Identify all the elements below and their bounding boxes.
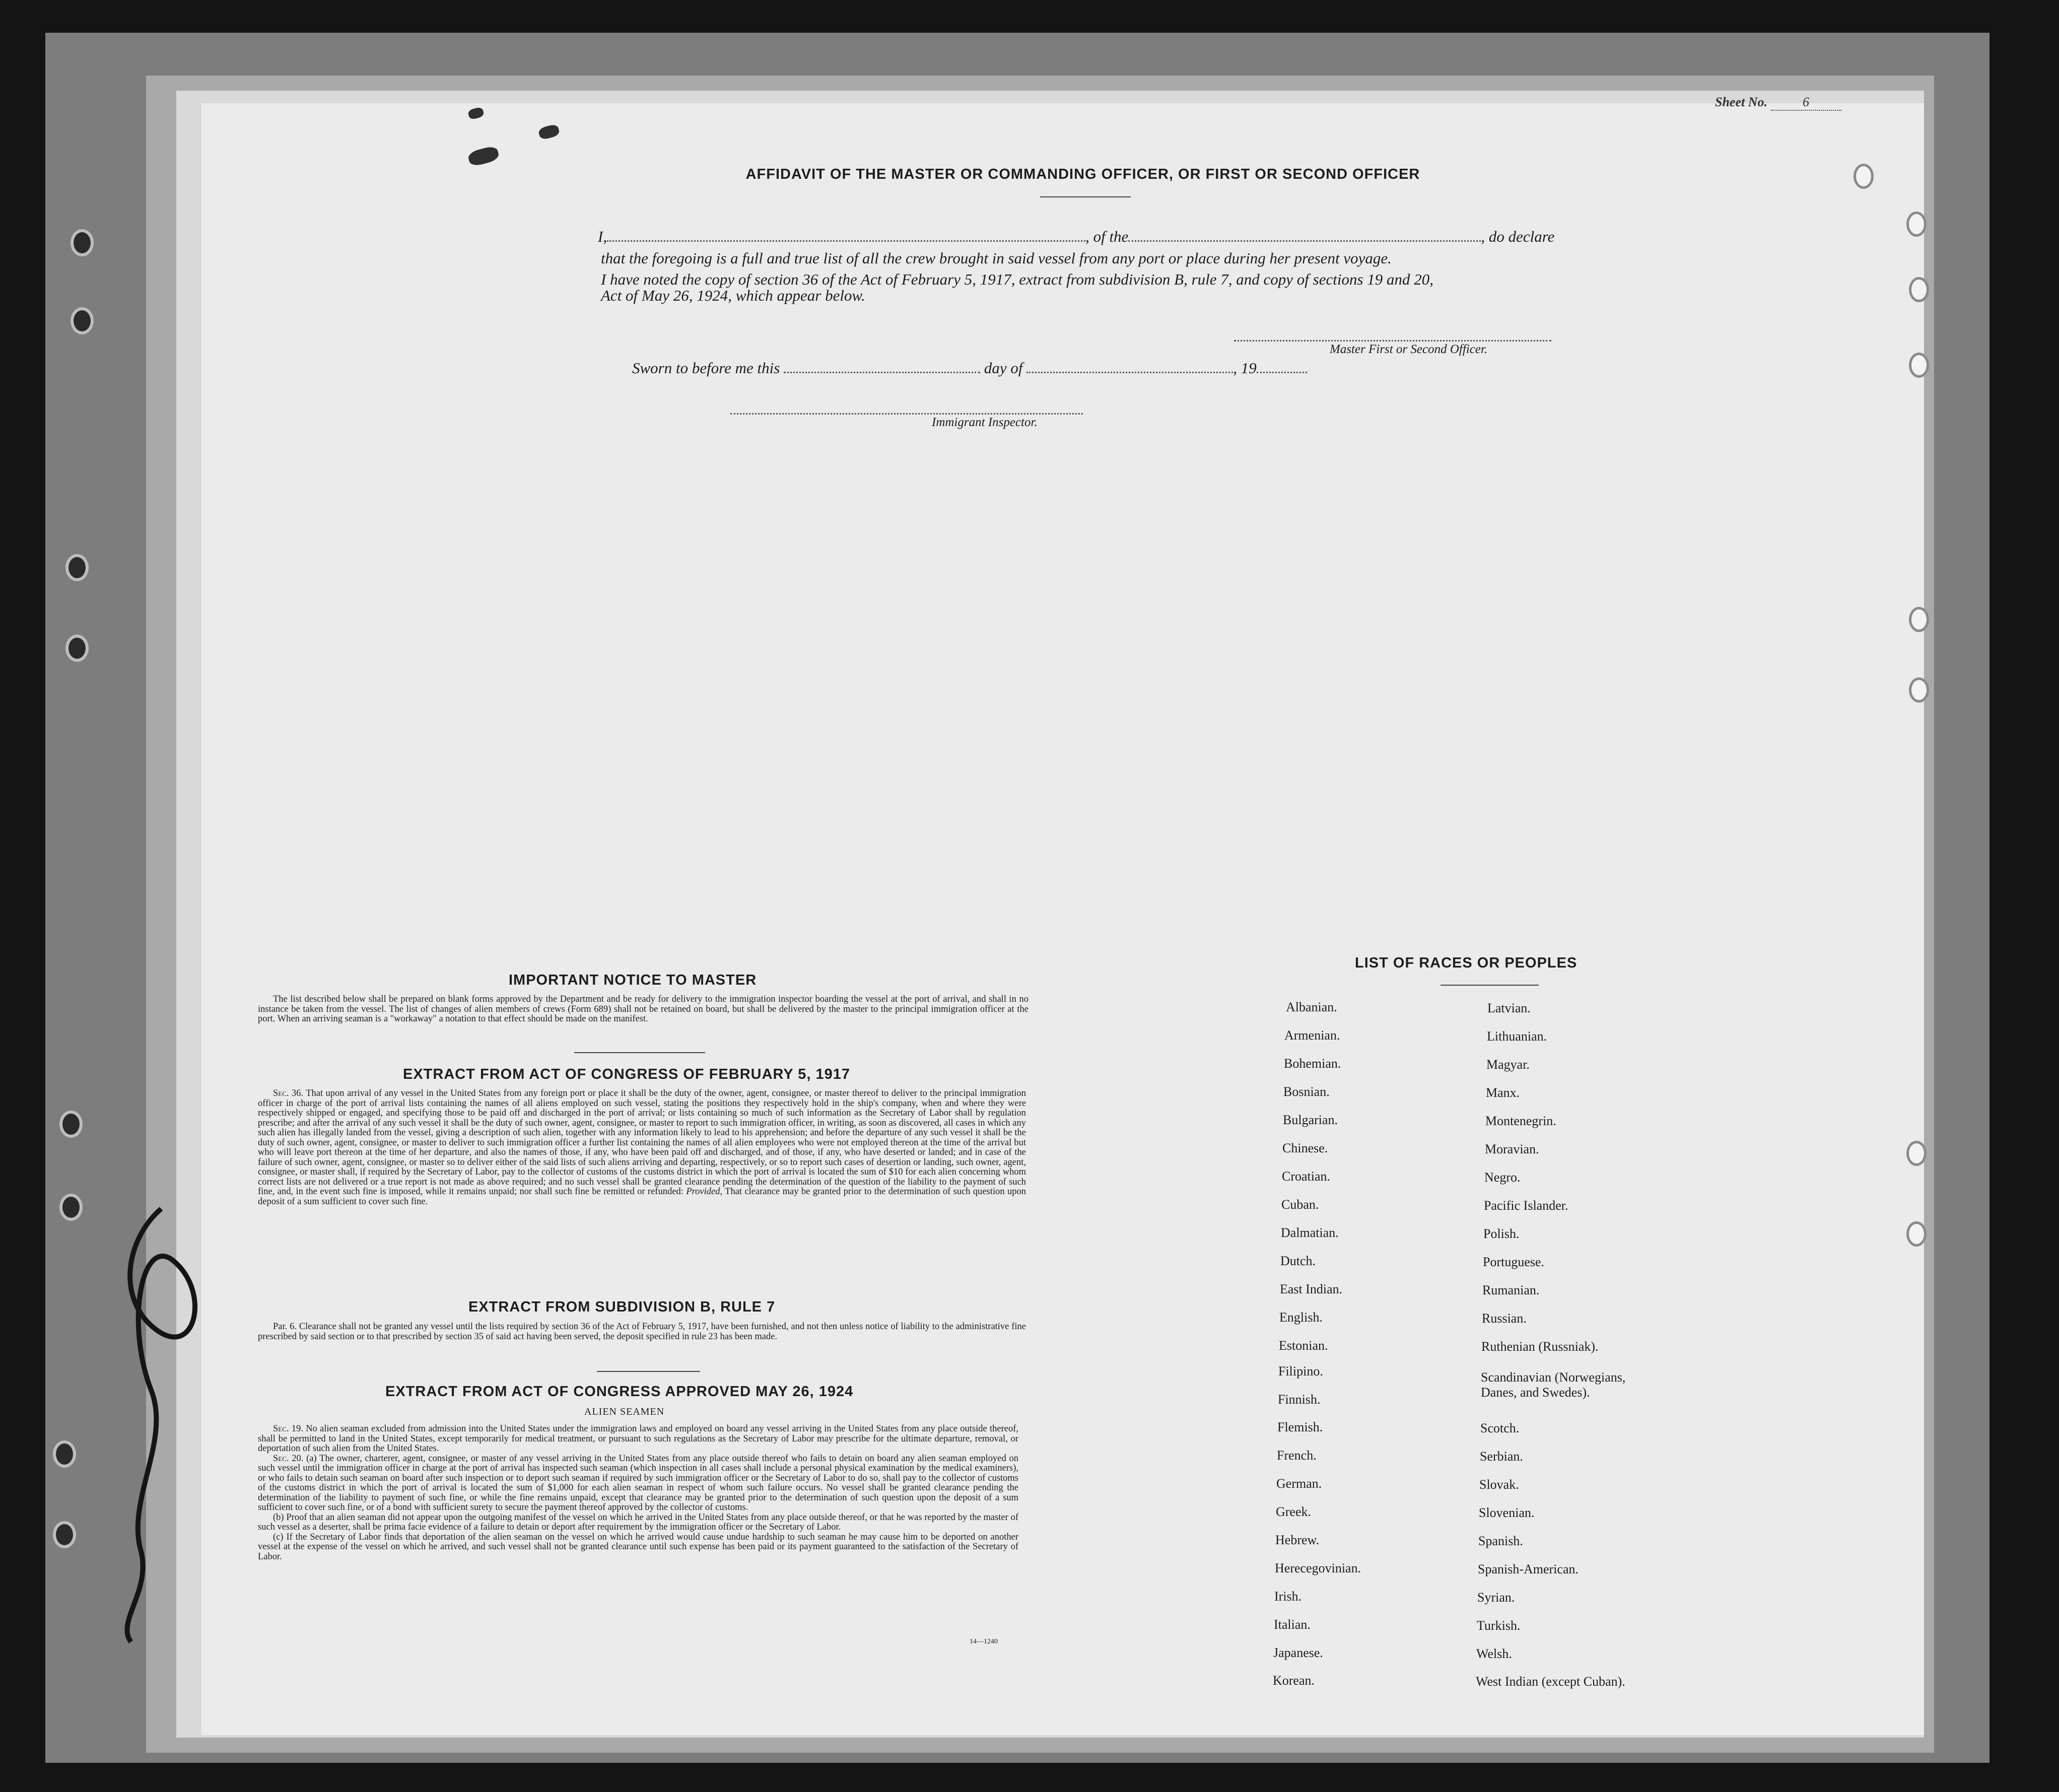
race-item: Japanese. [1273, 1645, 1323, 1660]
sworn-day-of: day of [984, 359, 1023, 377]
race-item: Italian. [1274, 1617, 1311, 1632]
section-20-label: Sec. 20. [273, 1453, 304, 1464]
sheet-hole [1906, 1221, 1927, 1247]
race-item: East Indian. [1280, 1282, 1343, 1296]
declaration-line-4: Act of May 26, 1924, which appear below. [601, 287, 865, 304]
sheet-hole [1909, 677, 1929, 703]
race-item: Bohemian. [1284, 1056, 1341, 1071]
binder-hole [65, 635, 89, 662]
declaration-line-1 [598, 228, 1554, 246]
section-36-tail: That clearance may be granted prior to the determination of such question upon deposit of a sum sufficient to cover such fine. [258, 1187, 1026, 1207]
sheet-number-label: Sheet No. [1715, 95, 1767, 109]
race-item: Rumanian. [1482, 1283, 1540, 1297]
extract-1924-body [258, 1424, 1018, 1562]
declaration-of-the: , of the [1085, 228, 1129, 245]
race-item: Magyar. [1486, 1057, 1530, 1072]
races-title: LIST OF RACES OR PEOPLES [1355, 955, 1577, 971]
section-20c-text: (c) If the Secretary of Labor finds that deportation of the alien seaman on the vessel on which he arrived would cause undue hardship to such seaman he may cause him to be deported on another vessel at the expense of the vessel on which he arrived, and such vessel shall not be granted clearance until such expense has been paid or its payment guaranteed to the satisfaction of the Secretary of Labor. [258, 1532, 1018, 1562]
binder-hole [59, 1111, 83, 1138]
race-item: Lithuanian. [1487, 1029, 1547, 1044]
officer-signature-line[interactable] [1234, 340, 1551, 341]
extract-rule7-body [258, 1322, 1026, 1342]
section-19-text: No alien seaman excluded from admission into the United States under the immigration laws and employed on board any vessel arriving in the United States from any place outside thereof, shall be permitted to land in the United States, except temporarily for medical treatment, or pursuant to such regulations as the Secretary of Labor may prescribe for the ultimate departure, removal, or deportation of such alien from the United States. [258, 1424, 1019, 1454]
race-item: Korean. [1273, 1673, 1315, 1688]
ink-mark [467, 106, 485, 120]
race-item: Flemish. [1277, 1420, 1323, 1434]
section-36-label: Sec. 36. [273, 1088, 304, 1098]
divider [574, 1052, 705, 1053]
binder-hole [59, 1194, 83, 1221]
sheet-hole [1906, 212, 1927, 237]
divider [1440, 985, 1539, 986]
race-item: Estonian. [1279, 1338, 1328, 1353]
race-item: Slovak. [1479, 1477, 1519, 1492]
section-20a-text: (a) The owner, charterer, agent, consignee, or master of any vessel arriving in the United States from any place outside thereof who fails to detain on board any alien seaman employed on such vessel until the immigration officer in charge at the port of arrival has inspected such seaman (which inspection in all cases shall include a personal physical examination by the medical examiners), or who fails to detain such seaman on board after such inspection or to deport such seaman if required by such immigration officer or the Secretary of Labor to do so, shall pay to the collector of customs of the customs district in which the port of arrival is located the sum of $1,000 for each alien seaman in respect of whom such failure occurs. No vessel shall be granted clearance pending the determination of the liability to payment of such fine, or while the fine remains unpaid, except that clearance may be granted prior to the determination of such question upon the deposit of a sum sufficient to cover such fine, or of a bond with sufficient surety to secure the payment thereof approved by the collector of customs. [258, 1453, 1018, 1512]
race-item: Bosnian. [1283, 1084, 1330, 1099]
sheet-hole [1906, 1141, 1927, 1166]
sheet-hole [1909, 607, 1929, 632]
divider [1040, 196, 1131, 197]
race-item: Dalmatian. [1281, 1225, 1339, 1240]
officer-caption: Master First or Second Officer. [1330, 342, 1488, 356]
sworn-text: Sworn to before me this [632, 359, 780, 377]
blank-name-field[interactable] [607, 240, 1085, 242]
binder-hole [53, 1521, 76, 1548]
affidavit-title: AFFIDAVIT OF THE MASTER OR COMMANDING OFFICER, OR FIRST OR SECOND OFFICER [745, 166, 1420, 182]
sheet-hole [1909, 277, 1929, 302]
race-item: Spanish. [1478, 1534, 1523, 1548]
notice-text: The list described below shall be prepared on blank forms approved by the Department and be ready for delivery to the immigration inspector boarding the vessel at the port of arrival, and shall in no instance be taken from the vessel. The list of changes of alien members of crews (Form 689) shall not be retained on board, but shall be delivered by the master to the principal immigration officer at the port. When an arriving seaman is a "workaway" a notation to that effect should be made on the manifest. [258, 994, 1028, 1024]
race-item: German. [1276, 1476, 1322, 1491]
binder-hole [71, 307, 94, 334]
race-item: Croatian. [1282, 1169, 1331, 1184]
race-item: Greek. [1276, 1504, 1312, 1519]
race-item: Turkish. [1477, 1618, 1521, 1633]
race-item: French. [1277, 1448, 1317, 1463]
blank-day-field[interactable] [784, 372, 980, 373]
notice-body [258, 995, 1028, 1024]
binder-hole [53, 1440, 76, 1468]
binder-hole [65, 554, 89, 581]
race-item: Cuban. [1281, 1197, 1319, 1212]
race-item: Polish. [1483, 1226, 1520, 1241]
race-item: Manx. [1486, 1085, 1520, 1100]
notice-title: IMPORTANT NOTICE TO MASTER [509, 972, 757, 988]
race-item: Chinese. [1282, 1141, 1328, 1155]
extract-1924-title: EXTRACT FROM ACT OF CONGRESS APPROVED MAY 26, 1924 [385, 1384, 854, 1400]
sworn-year: , 19 [1233, 359, 1257, 377]
ink-mark [538, 123, 561, 141]
sheet-hole [1909, 353, 1929, 378]
divider [597, 1371, 700, 1372]
race-item: Welsh. [1476, 1646, 1512, 1661]
blank-year-field[interactable] [1257, 372, 1307, 373]
race-item: Irish. [1274, 1589, 1302, 1604]
race-item: Moravian. [1485, 1142, 1539, 1156]
declaration-i: I, [598, 228, 607, 245]
race-item: Scandinavian (Norwegians, Danes, and Swedes). [1481, 1370, 1626, 1400]
binder-hole [71, 229, 94, 256]
race-item: Armenian. [1284, 1028, 1340, 1043]
declaration-line-3: I have noted the copy of section 36 of the Act of February 5, 1917, extract from subdivision B, rule 7, and copy of sections 19 and 20, [601, 270, 1434, 288]
blank-month-field[interactable] [1026, 372, 1233, 373]
sheet-hole [1854, 164, 1874, 189]
section-19-label: Sec. 19. [273, 1424, 303, 1434]
declaration-do-declare: , do declare [1481, 228, 1555, 245]
race-item: West Indian (except Cuban). [1476, 1674, 1625, 1689]
race-item: Syrian. [1477, 1590, 1515, 1605]
provided-word: Provided, [686, 1187, 723, 1197]
race-item: Herecegovinian. [1275, 1561, 1361, 1575]
race-item: Pacific Islander. [1484, 1198, 1568, 1213]
race-item: Russian. [1482, 1311, 1527, 1326]
rule7-text: Par. 6. Clearance shall not be granted any vessel until the lists required by section 36 of the Act of February 5, 1917, have been furnished, and not then unless notice of liability to the administrative fine prescribed by said section or to that prescribed by section 35 of said act having been served, the deposit specified in rule 23 has been made. [258, 1322, 1026, 1342]
race-item: Scotch. [1480, 1421, 1520, 1435]
extract-1917-title: EXTRACT FROM ACT OF CONGRESS OF FEBRUARY 5, 1917 [403, 1066, 851, 1082]
inspector-signature-line[interactable] [730, 413, 1083, 415]
ink-mark [467, 145, 500, 168]
section-20b-text: (b) Proof that an alien seaman did not appear upon the outgoing manifest of the vessel on which he arrived in the United States from any place outside thereof, or that he was reported by the master of such vessel as a deserter, shall be prima facie evidence of a failure to detain or deport after requirement by the immigration officer or the Secretary of Labor. [258, 1512, 1018, 1532]
sheet-number-value: 6 [1771, 95, 1841, 111]
race-item: Finnish. [1278, 1392, 1321, 1407]
sworn-line [632, 359, 1307, 377]
race-item: Albanian. [1286, 1000, 1337, 1014]
alien-seamen-subtitle: ALIEN SEAMEN [584, 1406, 665, 1417]
form-number: 14—1240 [970, 1638, 998, 1645]
race-item: Ruthenian (Russniak). [1481, 1339, 1599, 1354]
extract-rule7-title: EXTRACT FROM SUBDIVISION B, RULE 7 [468, 1299, 776, 1315]
race-item: Dutch. [1280, 1254, 1316, 1268]
race-item: Hebrew. [1275, 1533, 1320, 1547]
race-item: Serbian. [1480, 1449, 1523, 1464]
race-item: Negro. [1484, 1170, 1521, 1185]
blank-vessel-field[interactable] [1128, 240, 1481, 242]
section-36-text: That upon arrival of any vessel in the United States from any foreign port or place it shall be the duty of the owner, agent, consignee, or master thereof to deliver to the principal immigration officer in charge of the port of arrival lists containing the names of all aliens employed on such vessel, stating the positions they respectively hold in the ship's company, when and where they were respectively shipped or engaged, and specifying those to be paid off and discharged in the port of arrival; or lists containing so much of such information as the Secretary of Labor shall by regulation prescribe; and after the arrival of any such vessel it shall be the duty of such owner, agent, consignee, or master to report to such immigration officer, in writing, as soon as discovered, all cases in which any such alien has illegally landed from the vessel, giving a description of such alien, together with any information likely to lead to his apprehension; and before the departure of any such vessel it shall be the duty of such owner, agent, consignee, or master to deliver to such immigration officer a further list containing the names of all alien employees who were not employed thereon at the time of the arrival but who will leave port thereon at the time of her departure, and also the names of those, if any, who have been paid off and discharged, and of those, if any, who have deserted or landed; and in case of the failure of such owner, agent, consignee, or master so to deliver either of the said lists of such aliens arriving and departing, respectively, or so to report such cases of desertion or landing, such owner, agent, consignee, or master shall, if required by the Secretary of Labor, pay to the collector of customs of the customs district in which the port of arrival is located the sum of $10 for each alien concerning whom correct lists are not delivered or a true report is not made as above required; and no such vessel shall be granted clearance pending the determination of the question of the liability to the payment of such fine, and, in the event such fine is imposed, while it remains unpaid; nor shall such fine be remitted or refunded: [258, 1088, 1026, 1197]
race-item: Filipino. [1278, 1364, 1323, 1379]
race-item: Spanish-American. [1478, 1562, 1579, 1576]
declaration-line-2: that the foregoing is a full and true list of all the crew brought in said vessel from any port or place during her present voyage. [601, 249, 1392, 267]
extract-1917-body [258, 1089, 1026, 1207]
race-item: Montenegrin. [1485, 1114, 1556, 1128]
race-item: English. [1279, 1310, 1323, 1325]
sheet-number [1715, 95, 1841, 111]
race-item: Portuguese. [1483, 1255, 1545, 1269]
race-item: Latvian. [1487, 1001, 1531, 1015]
inspector-caption: Immigrant Inspector. [932, 416, 1038, 429]
race-item: Slovenian. [1479, 1505, 1535, 1520]
race-item: Bulgarian. [1283, 1113, 1338, 1127]
